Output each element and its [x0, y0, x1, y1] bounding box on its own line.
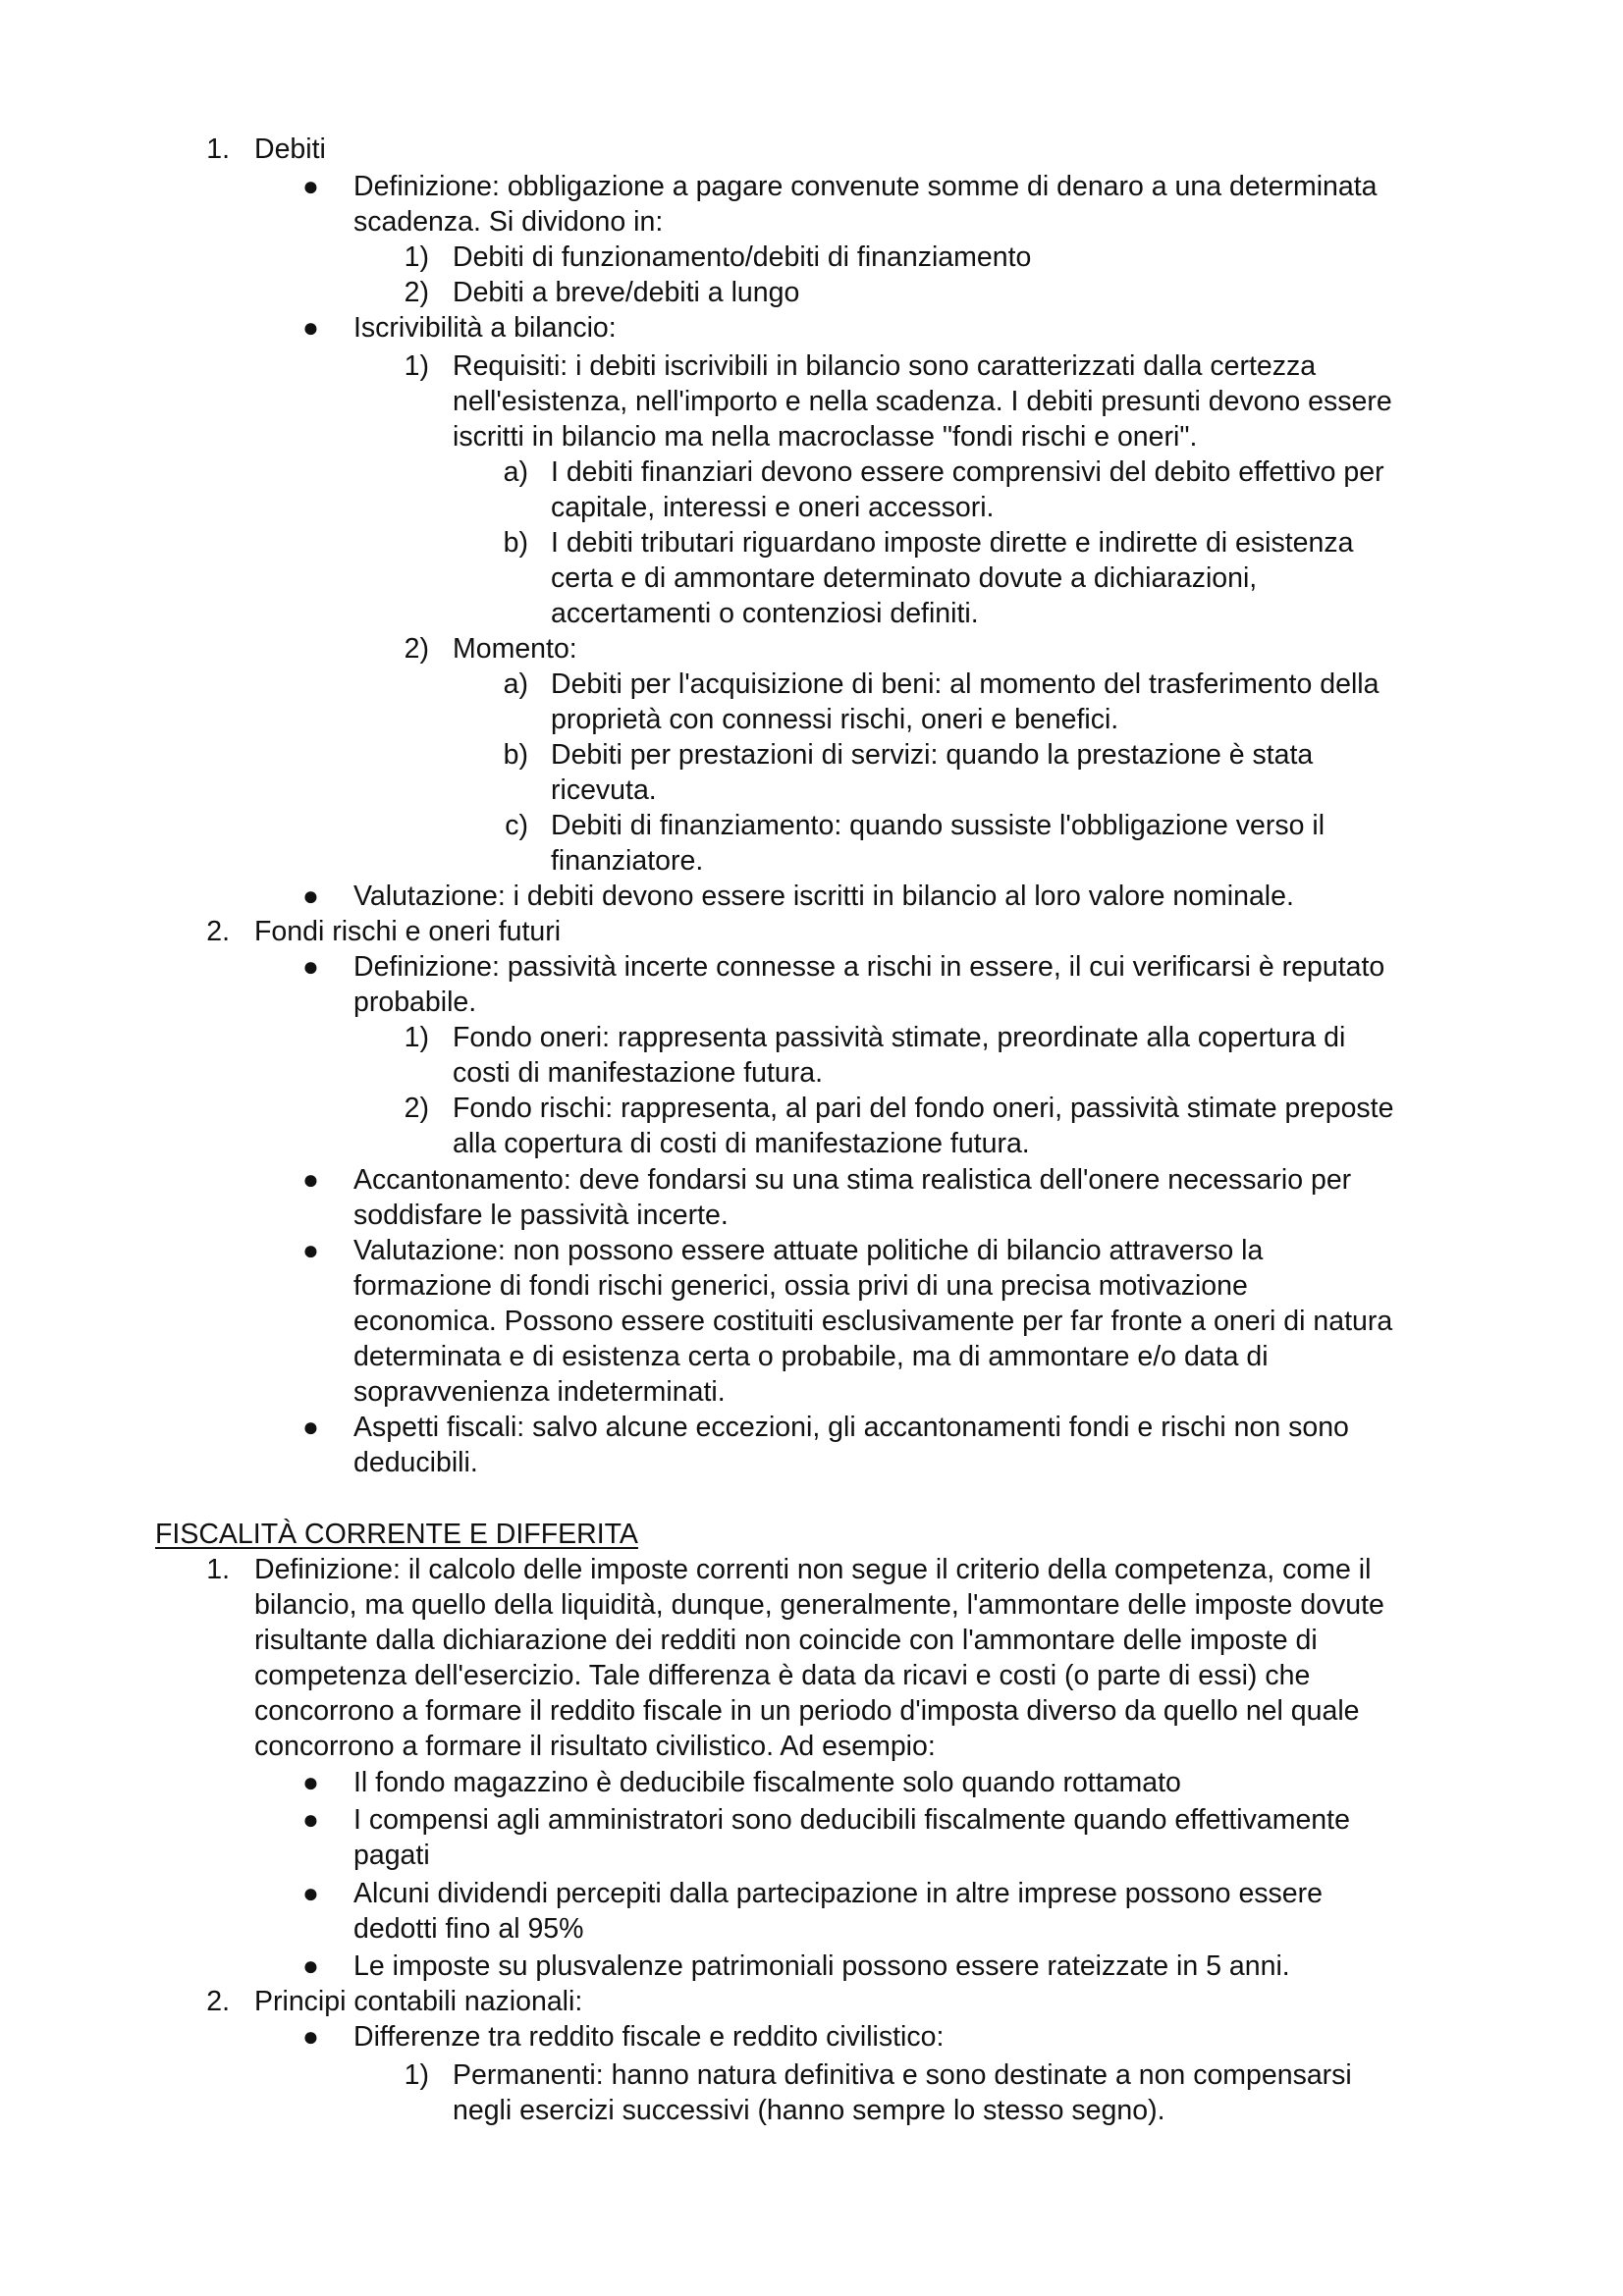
text-line: dedotti fino al 95%	[353, 1913, 584, 1945]
text-line: competenza dell'esercizio. Tale differenza è data da ricavi e costi (o parte di essi) che	[254, 1660, 1311, 1691]
list-marker: 2)	[404, 633, 429, 665]
text-line: Fondo rischi: rappresenta, al pari del fondo oneri, passività stimate preposte	[453, 1093, 1394, 1124]
text-line: probabile.	[353, 987, 477, 1018]
text-line: deducibili.	[353, 1447, 478, 1478]
list-marker: 2.	[206, 916, 230, 947]
list-marker: 1.	[206, 133, 230, 165]
bullet-icon: ●	[302, 1804, 319, 1835]
list-marker: a)	[503, 456, 528, 488]
list-marker: b)	[503, 527, 528, 559]
text-line: Definizione: il calcolo delle imposte correnti non segue il criterio della competenza, come il	[254, 1554, 1372, 1585]
bullet-icon: ●	[302, 312, 319, 343]
bullet-icon: ●	[302, 171, 319, 201]
bullet-icon: ●	[302, 1235, 319, 1265]
text-line: Debiti per prestazioni di servizi: quando la prestazione è stata	[551, 739, 1314, 771]
text-line: iscritti in bilancio ma nella macroclasse "fondi rischi e oneri".	[453, 421, 1198, 453]
text-line: Alcuni dividendi percepiti dalla partecipazione in altre imprese possono essere	[353, 1878, 1323, 1909]
text-line: negli esercizi successivi (hanno sempre lo stesso segno).	[453, 2095, 1165, 2126]
text-line: sopravvenienza indeterminati.	[353, 1376, 726, 1408]
text-line: Momento:	[453, 633, 577, 665]
text-line: bilancio, ma quello della liquidità, dunque, generalmente, l'ammontare delle imposte dovute	[254, 1589, 1384, 1621]
list-marker: c)	[505, 810, 528, 841]
text-line: Debiti di funzionamento/debiti di finanziamento	[453, 241, 1032, 273]
bullet-icon: ●	[302, 2021, 319, 2052]
list-marker: 1)	[404, 2059, 429, 2091]
bullet-icon: ●	[302, 1767, 319, 1797]
list-item-title: Debiti	[254, 133, 326, 165]
text-line: Differenze tra reddito fiscale e reddito civilistico:	[353, 2021, 945, 2053]
text-line: risultante dalla dichiarazione dei redditi non coincide con l'ammontare delle imposte di	[254, 1625, 1318, 1656]
text-line: Valutazione: i debiti devono essere iscritti in bilancio al loro valore nominale.	[353, 881, 1294, 912]
text-line: finanziatore.	[551, 845, 704, 877]
list-marker: 1)	[404, 350, 429, 382]
list-marker: 1.	[206, 1554, 230, 1585]
text-line: Permanenti: hanno natura definitiva e sono destinate a non compensarsi	[453, 2059, 1352, 2091]
list-marker: 2.	[206, 1986, 230, 2017]
list-marker: 1)	[404, 1022, 429, 1053]
text-line: determinata e di esistenza certa o probabile, ma di ammontare e/o data di	[353, 1341, 1269, 1372]
list-item-title: Principi contabili nazionali:	[254, 1986, 583, 2017]
text-line: concorrono a formare il risultato civilistico. Ad esempio:	[254, 1731, 936, 1762]
text-line: concorrono a formare il reddito fiscale in un periodo d'imposta diverso da quello nel quale	[254, 1695, 1360, 1727]
list-marker: 1)	[404, 241, 429, 273]
list-marker: a)	[503, 668, 528, 700]
text-line: capitale, interessi e oneri accessori.	[551, 492, 995, 523]
text-line: ricevuta.	[551, 774, 657, 806]
text-line: Accantonamento: deve fondarsi su una stima realistica dell'onere necessario per	[353, 1164, 1352, 1196]
list-item-title: Fondi rischi e oneri futuri	[254, 916, 562, 947]
text-line: Fondo oneri: rappresenta passività stimate, preordinate alla copertura di	[453, 1022, 1346, 1053]
text-line: soddisfare le passività incerte.	[353, 1200, 729, 1231]
text-line: Aspetti fiscali: salvo alcune eccezioni, gli accantonamenti fondi e rischi non sono	[353, 1412, 1349, 1443]
text-line: Definizione: passività incerte connesse a rischi in essere, il cui verificarsi è reputato	[353, 951, 1385, 983]
text-line: Debiti di finanziamento: quando sussiste l'obbligazione verso il	[551, 810, 1325, 841]
bullet-icon: ●	[302, 1878, 319, 1908]
text-line: I compensi agli amministratori sono deducibili fiscalmente quando effettivamente	[353, 1804, 1350, 1836]
text-line: economica. Possono essere costituiti esclusivamente per far fronte a oneri di natura	[353, 1306, 1393, 1337]
text-line: I debiti finanziari devono essere comprensivi del debito effettivo per	[551, 456, 1384, 488]
text-line: certa e di ammontare determinato dovute a dichiarazioni,	[551, 562, 1258, 594]
text-line: pagati	[353, 1840, 430, 1871]
text-line: proprietà con connessi rischi, oneri e benefici.	[551, 704, 1119, 735]
bullet-icon: ●	[302, 1412, 319, 1442]
bullet-icon: ●	[302, 1950, 319, 1981]
text-line: Debiti a breve/debiti a lungo	[453, 277, 800, 308]
text-line: formazione di fondi rischi generici, ossia privi di una precisa motivazione	[353, 1270, 1248, 1302]
text-line: Le imposte su plusvalenze patrimoniali possono essere rateizzate in 5 anni.	[353, 1950, 1290, 1982]
text-line: accertamenti o contenziosi definiti.	[551, 598, 979, 629]
text-line: Definizione: obbligazione a pagare convenute somme di denaro a una determinata	[353, 171, 1378, 202]
text-line: costi di manifestazione futura.	[453, 1057, 824, 1089]
text-line: Il fondo magazzino è deducibile fiscalmente solo quando rottamato	[353, 1767, 1181, 1798]
text-line: I debiti tributari riguardano imposte dirette e indirette di esistenza	[551, 527, 1354, 559]
text-line: nell'esistenza, nell'importo e nella scadenza. I debiti presunti devono essere	[453, 386, 1392, 417]
section-heading: FISCALITÀ CORRENTE E DIFFERITA	[155, 1519, 638, 1550]
text-line: alla copertura di costi di manifestazione futura.	[453, 1128, 1030, 1159]
bullet-icon: ●	[302, 1164, 319, 1195]
list-marker: 2)	[404, 1093, 429, 1124]
bullet-icon: ●	[302, 951, 319, 982]
text-line: scadenza. Si dividono in:	[353, 206, 664, 238]
list-marker: 2)	[404, 277, 429, 308]
text-line: Debiti per l'acquisizione di beni: al momento del trasferimento della	[551, 668, 1380, 700]
bullet-icon: ●	[302, 881, 319, 911]
text-line: Valutazione: non possono essere attuate politiche di bilancio attraverso la	[353, 1235, 1264, 1266]
list-marker: b)	[503, 739, 528, 771]
text-line: Requisiti: i debiti iscrivibili in bilancio sono caratterizzati dalla certezza	[453, 350, 1317, 382]
text-line: Iscrivibilità a bilancio:	[353, 312, 617, 344]
